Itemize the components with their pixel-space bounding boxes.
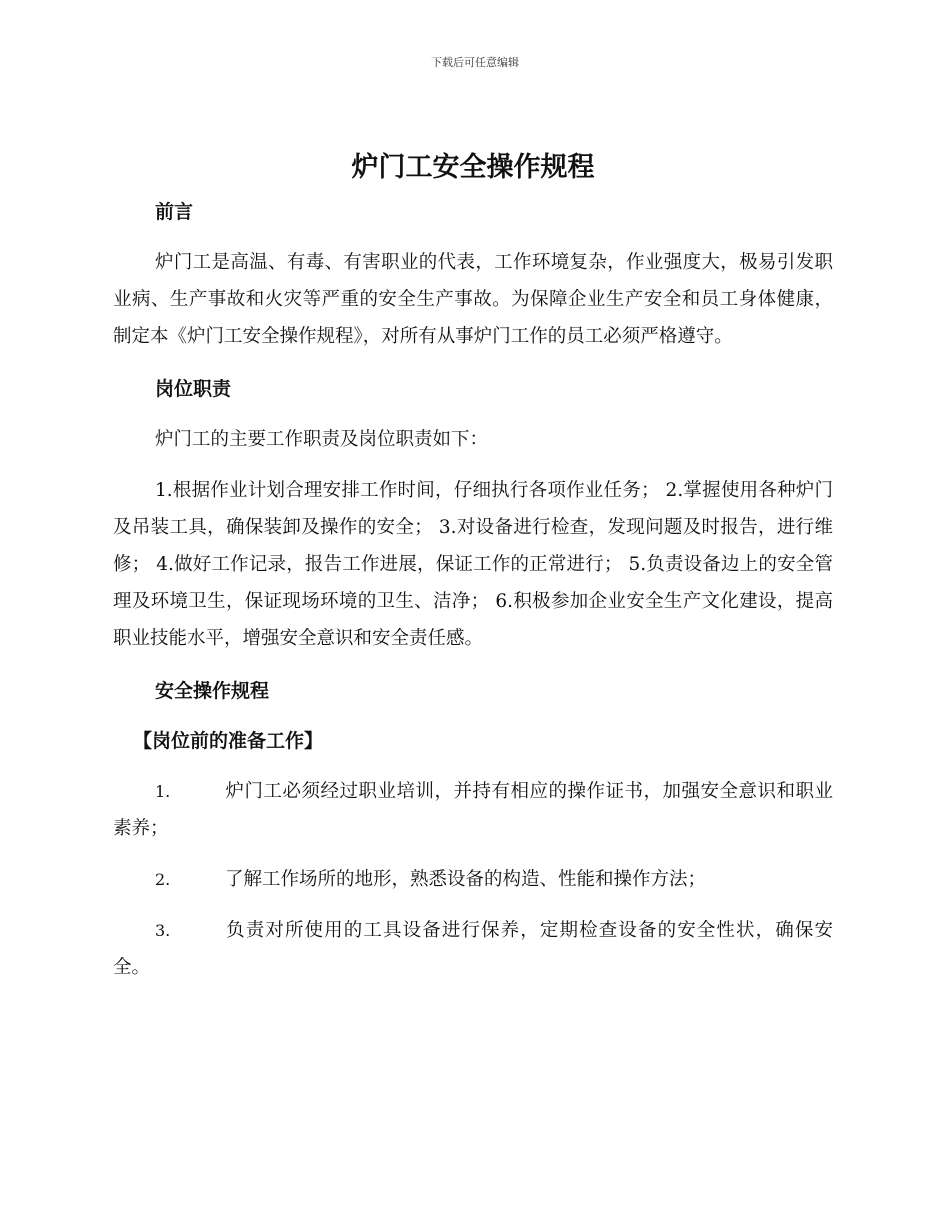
- document-body: [113, 148, 833, 986]
- list-item-text: 炉门工必须经过职业培训，并持有相应的操作证书，加强安全意识和职业素养；: [113, 781, 833, 839]
- list-item: [113, 861, 833, 898]
- section-heading-preface: 前言: [155, 201, 194, 223]
- page-title: 炉门工安全操作规程: [351, 152, 595, 183]
- list-item-number: 2.: [155, 870, 171, 889]
- preface-paragraph: 炉门工是高温、有毒、有害职业的代表，工作环境复杂，作业强度大，极易引发职业病、生产事故和火灾等严重的安全生产事故。为保障企业生产安全和员工身体健康，制定本《炉门工安全操作规程》，对所有从事炉门工作的员工必须严格遵守。: [113, 252, 833, 347]
- section-heading-safety: 安全操作规程: [155, 680, 270, 702]
- section-heading-duties: 岗位职责: [155, 378, 232, 400]
- list-item-text: 了解工作场所的地形，熟悉设备的构造、性能和操作方法；: [225, 869, 707, 890]
- subheading-preparation: 【岗位前的准备工作】: [133, 730, 324, 752]
- header-note: 下载后可任意编辑: [431, 56, 519, 69]
- duties-intro: 炉门工的主要工作职责及岗位职责如下：: [155, 429, 489, 450]
- list-item-number: 1.: [155, 782, 171, 801]
- duties-paragraph: 1.根据作业计划合理安排工作时间，仔细执行各项作业任务； 2.掌握使用各种炉门及吊装工具，确保装卸及操作的安全； 3.对设备进行检查，发现问题及时报告，进行维修； 4.做好工作记录，报告工作进展，保证工作的正常进行； 5.负责设备边上的安全管理及环境卫生，保证现场环境的卫生、洁净； 6.积极参加企业安全生产文化建设，提高职业技能水平，增强安全意识和安全责任感。: [113, 480, 833, 649]
- list-item: [113, 912, 833, 986]
- list-item-number: 3.: [155, 921, 171, 940]
- list-item-text: 负责对所使用的工具设备进行保养，定期检查设备的安全性状，确保安全。: [113, 920, 833, 978]
- list-item: [113, 773, 833, 847]
